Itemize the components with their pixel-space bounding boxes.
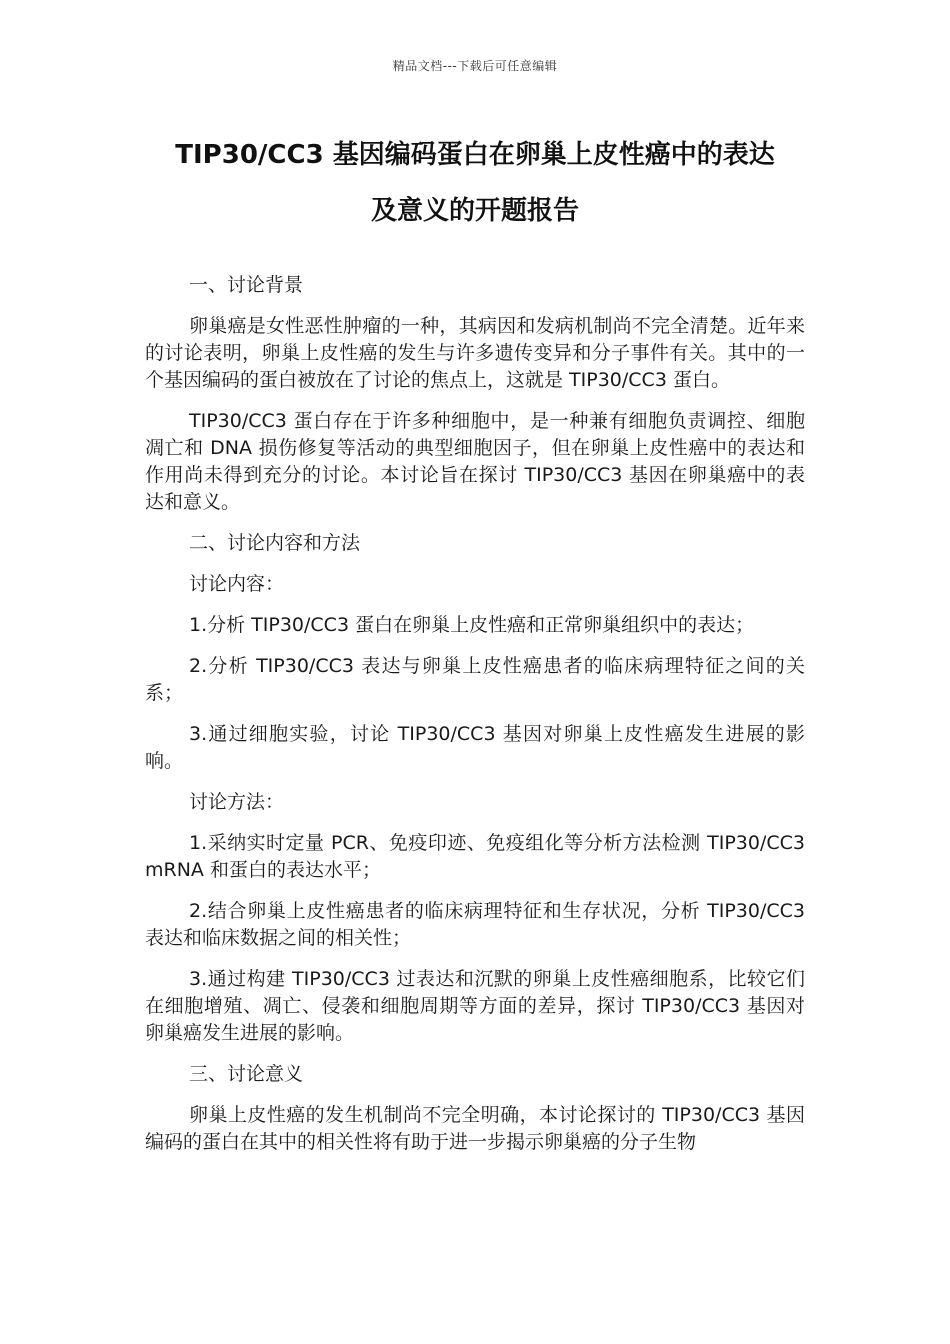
section-heading-significance: 三、讨论意义: [189, 1063, 304, 1085]
section-heading-content-methods: 二、讨论内容和方法: [189, 532, 361, 554]
subheading-content: 讨论内容：: [189, 573, 285, 595]
paragraph-significance: 卵巢上皮性癌的发生机制尚不完全明确，本讨论探讨的 TIP30/CC3 基因编码的蛋白在其中的相关性将有助于进一步揭示卵巢癌的分子生物: [145, 1104, 805, 1153]
section-heading-background: 一、讨论背景: [189, 274, 304, 296]
document-title-line-2: 及意义的开题报告: [370, 196, 579, 226]
content-item-2: 2.分析 TIP30/CC3 表达与卵巢上皮性癌患者的临床病理特征之间的关系；: [145, 655, 805, 704]
paragraph-background-2: TIP30/CC3 蛋白存在于许多种细胞中，是一种兼有细胞负责调控、细胞凋亡和 DNA 损伤修复等活动的典型细胞因子，但在卵巢上皮性癌中的表达和作用尚未得到充分的讨论。本讨论旨在探讨 TIP30/CC3 基因在卵巢癌中的表达和意义。: [145, 410, 805, 513]
content-item-3: 3.通过细胞实验，讨论 TIP30/CC3 基因对卵巢上皮性癌发生进展的影响。: [145, 723, 805, 772]
subheading-methods: 讨论方法：: [189, 791, 285, 813]
paragraph-background-1: 卵巢癌是女性恶性肿瘤的一种，其病因和发病机制尚不完全清楚。近年来的讨论表明，卵巢上皮性癌的发生与许多遗传变异和分子事件有关。其中的一个基因编码的蛋白被放在了讨论的焦点上，这就是 TIP30/CC3 蛋白。: [145, 315, 805, 391]
header-note: 精品文档---下载后可任意编辑: [392, 59, 558, 73]
method-item-2: 2.结合卵巢上皮性癌患者的临床病理特征和生存状况，分析 TIP30/CC3 表达和临床数据之间的相关性；: [145, 900, 805, 949]
document-body: [145, 272, 805, 1170]
content-item-1: 1.分析 TIP30/CC3 蛋白在卵巢上皮性癌和正常卵巢组织中的表达；: [189, 614, 755, 636]
method-item-3: 3.通过构建 TIP30/CC3 过表达和沉默的卵巢上皮性癌细胞系，比较它们在细胞增殖、凋亡、侵袭和细胞周期等方面的差异，探讨 TIP30/CC3 基因对卵巢癌发生进展的影响。: [145, 968, 805, 1044]
document-title-line-1: TIP30/CC3 基因编码蛋白在卵巢上皮性癌中的表达: [175, 140, 775, 170]
method-item-1: 1.采纳实时定量 PCR、免疫印迹、免疫组化等分析方法检测 TIP30/CC3 mRNA 和蛋白的表达水平；: [145, 832, 805, 881]
